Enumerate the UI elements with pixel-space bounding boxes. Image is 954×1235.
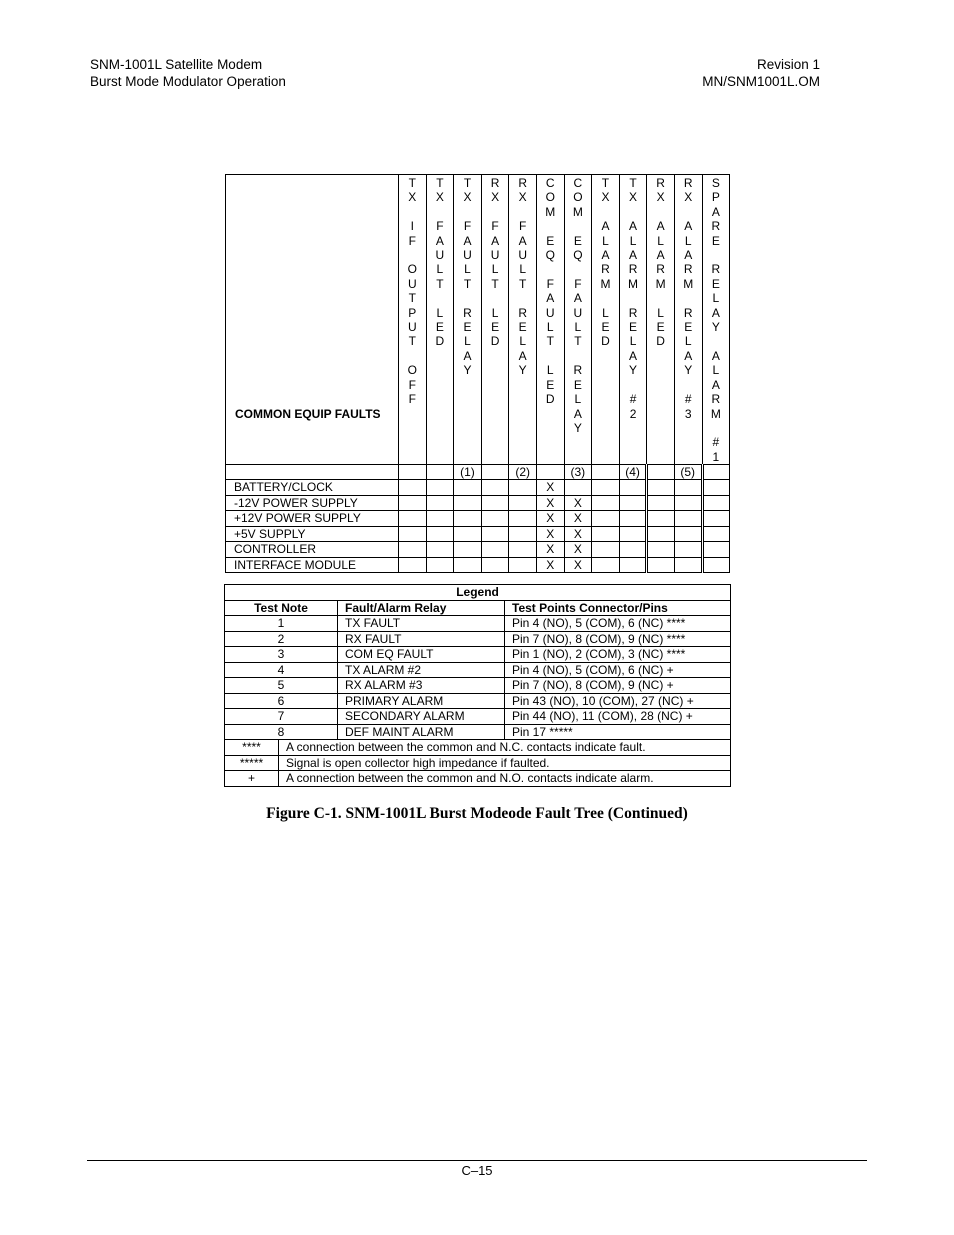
column-header — [481, 175, 509, 465]
fault-cell — [647, 495, 675, 511]
corner-label: COMMON EQUIP FAULTS — [226, 175, 399, 465]
relay-name: COM EQ FAULT — [338, 647, 505, 663]
fault-cell — [619, 557, 647, 573]
fault-cell — [481, 495, 509, 511]
fault-cell — [399, 542, 427, 558]
fault-cell — [592, 495, 620, 511]
fault-cell — [619, 542, 647, 558]
fault-cell — [564, 480, 592, 496]
fault-cell: X — [564, 542, 592, 558]
test-note-ref — [647, 465, 675, 480]
column-header-test-points: Test Points Connector/Pins — [505, 600, 731, 616]
column-header — [674, 175, 702, 465]
column-label: S P A R E R E L A Y A L A R M # 1 — [710, 176, 721, 464]
fault-source-label: BATTERY/CLOCK — [226, 480, 399, 496]
fault-cell — [702, 542, 730, 558]
section-title: Burst Mode Modulator Operation — [90, 74, 286, 89]
connector-pins: Pin 43 (NO), 10 (COM), 27 (NC) + — [505, 693, 731, 709]
document-title: SNM-1001L Satellite Modem — [90, 57, 263, 72]
fault-cell — [426, 526, 454, 542]
test-note-number: 1 — [225, 616, 338, 632]
test-note-ref — [426, 465, 454, 480]
fault-cell — [454, 480, 482, 496]
fault-cell — [702, 480, 730, 496]
test-note-ref — [592, 465, 620, 480]
test-note-ref: (2) — [509, 465, 537, 480]
fault-cell — [454, 526, 482, 542]
column-label: C O M E Q F A U L T R E L A Y — [572, 176, 583, 435]
test-note-number: 3 — [225, 647, 338, 663]
test-note-number: 8 — [225, 724, 338, 740]
manual-number: MN/SNM1001L.OM — [702, 74, 820, 89]
fault-cell — [619, 480, 647, 496]
fault-cell: X — [564, 526, 592, 542]
fault-cell — [674, 542, 702, 558]
fault-cell — [674, 557, 702, 573]
fault-cell: X — [564, 557, 592, 573]
page-header-left — [90, 56, 286, 90]
footnote-row — [225, 755, 731, 771]
column-label: T X A L A R M L E D — [600, 176, 611, 349]
connector-pins: Pin 7 (NO), 8 (COM), 9 (NC) + — [505, 678, 731, 694]
table-row — [225, 724, 731, 740]
fault-cell: X — [536, 495, 564, 511]
fault-cell: X — [564, 495, 592, 511]
table-row — [225, 662, 731, 678]
relay-name: TX ALARM #2 — [338, 662, 505, 678]
fault-cell — [426, 480, 454, 496]
column-header — [454, 175, 482, 465]
fault-source-label: +12V POWER SUPPLY — [226, 511, 399, 527]
fault-cell — [702, 557, 730, 573]
fault-source-label: CONTROLLER — [226, 542, 399, 558]
test-note-row — [226, 465, 730, 480]
fault-cell: X — [536, 480, 564, 496]
column-header — [592, 175, 620, 465]
column-header-test-note: Test Note — [225, 600, 338, 616]
column-label: T X F A U L T R E L A Y — [463, 176, 472, 378]
connector-pins: Pin 44 (NO), 11 (COM), 28 (NC) + — [505, 709, 731, 725]
test-note-number: 2 — [225, 631, 338, 647]
column-header — [426, 175, 454, 465]
test-note-number: 7 — [225, 709, 338, 725]
fault-cell — [399, 495, 427, 511]
table-row — [226, 495, 730, 511]
table-row — [226, 511, 730, 527]
column-header — [509, 175, 537, 465]
fault-cell — [647, 511, 675, 527]
fault-cell — [454, 511, 482, 527]
test-note-spacer — [226, 465, 399, 480]
relay-name: DEF MAINT ALARM — [338, 724, 505, 740]
fault-cell — [426, 542, 454, 558]
test-note-ref — [399, 465, 427, 480]
column-label: C O M E Q F A U L T L E D — [545, 176, 556, 407]
fault-cell — [481, 557, 509, 573]
relay-name: RX ALARM #3 — [338, 678, 505, 694]
column-label: R X F A U L T R E L A Y — [518, 176, 527, 378]
fault-cell — [481, 480, 509, 496]
column-label: T X I F O U T P U T O F F — [407, 176, 417, 407]
fault-source-label: INTERFACE MODULE — [226, 557, 399, 573]
fault-cell — [674, 495, 702, 511]
fault-cell — [702, 495, 730, 511]
table-row — [226, 526, 730, 542]
test-note-ref: (3) — [564, 465, 592, 480]
footnote-symbol: ***** — [225, 755, 279, 771]
fault-cell — [481, 526, 509, 542]
revision-label: Revision 1 — [756, 57, 820, 72]
fault-cell — [509, 557, 537, 573]
connector-pins: Pin 4 (NO), 5 (COM), 6 (NC) + — [505, 662, 731, 678]
column-label: T X F A U L T L E D — [435, 176, 445, 349]
footnote-text: A connection between the common and N.O. contacts indicate alarm. — [279, 771, 731, 787]
fault-header-row — [226, 175, 730, 465]
column-header — [702, 175, 730, 465]
footnote-text: Signal is open collector high impedance if faulted. — [279, 755, 731, 771]
relay-name: SECONDARY ALARM — [338, 709, 505, 725]
footnote-symbol: + — [225, 771, 279, 787]
footnote-row — [225, 740, 731, 756]
fault-cell: X — [536, 511, 564, 527]
figure-caption: Figure C-1. SNM-1001L Burst Modeode Fault Tree (Continued) — [266, 805, 688, 822]
page-header-right — [702, 56, 820, 90]
page-number: C–15 — [461, 1163, 493, 1178]
fault-cell — [454, 495, 482, 511]
fault-cell — [702, 526, 730, 542]
column-label: R X A L A R M R E L A Y # 3 — [683, 176, 694, 421]
fault-source-label: -12V POWER SUPPLY — [226, 495, 399, 511]
column-header — [536, 175, 564, 465]
fault-cell — [481, 511, 509, 527]
connector-pins: Pin 7 (NO), 8 (COM), 9 (NC) **** — [505, 631, 731, 647]
test-note-ref: (5) — [674, 465, 702, 480]
fault-cell — [399, 511, 427, 527]
legend-title-row — [225, 585, 731, 601]
fault-cell — [592, 557, 620, 573]
fault-cell — [481, 542, 509, 558]
fault-cell — [399, 526, 427, 542]
column-header — [619, 175, 647, 465]
table-row — [225, 693, 731, 709]
fault-cell — [619, 526, 647, 542]
test-note-ref: (4) — [619, 465, 647, 480]
legend-table — [224, 584, 731, 787]
connector-pins: Pin 4 (NO), 5 (COM), 6 (NC) **** — [505, 616, 731, 632]
fault-cell — [426, 511, 454, 527]
legend-header-row — [225, 600, 731, 616]
fault-cell — [674, 480, 702, 496]
fault-cell — [674, 511, 702, 527]
fault-cell — [674, 526, 702, 542]
fault-cell — [426, 557, 454, 573]
footnote-row — [225, 771, 731, 787]
fault-cell — [647, 480, 675, 496]
test-note-ref — [481, 465, 509, 480]
table-row — [226, 557, 730, 573]
test-note-ref — [702, 465, 730, 480]
column-header-fault-relay: Fault/Alarm Relay — [338, 600, 505, 616]
footer-divider — [87, 1160, 867, 1161]
fault-cell — [647, 542, 675, 558]
relay-name: PRIMARY ALARM — [338, 693, 505, 709]
fault-cell: X — [536, 557, 564, 573]
fault-cell — [399, 557, 427, 573]
fault-cell — [399, 480, 427, 496]
legend-title: Legend — [225, 585, 731, 601]
column-label: R X F A U L T L E D — [490, 176, 500, 349]
test-note-number: 4 — [225, 662, 338, 678]
table-row — [225, 647, 731, 663]
connector-pins: Pin 1 (NO), 2 (COM), 3 (NC) **** — [505, 647, 731, 663]
fault-cell — [592, 542, 620, 558]
relay-name: RX FAULT — [338, 631, 505, 647]
connector-pins: Pin 17 ***** — [505, 724, 731, 740]
footnote-text: A connection between the common and N.C. contacts indicate fault. — [279, 740, 731, 756]
fault-cell — [592, 480, 620, 496]
fault-cell — [619, 495, 647, 511]
fault-cell — [647, 526, 675, 542]
test-note-ref: (1) — [454, 465, 482, 480]
fault-source-label: +5V SUPPLY — [226, 526, 399, 542]
table-row — [226, 542, 730, 558]
test-note-number: 6 — [225, 693, 338, 709]
fault-cell — [702, 511, 730, 527]
fault-cell — [426, 495, 454, 511]
column-header — [564, 175, 592, 465]
fault-cell — [592, 526, 620, 542]
test-note-ref — [536, 465, 564, 480]
table-row — [225, 631, 731, 647]
fault-cell — [619, 511, 647, 527]
column-header — [647, 175, 675, 465]
fault-cell: X — [536, 542, 564, 558]
table-row — [226, 480, 730, 496]
fault-cell — [647, 557, 675, 573]
fault-matrix-table — [225, 174, 730, 573]
fault-cell — [509, 542, 537, 558]
column-label: T X A L A R M R E L A Y # 2 — [628, 176, 639, 421]
table-row — [225, 678, 731, 694]
fault-cell — [509, 480, 537, 496]
test-note-number: 5 — [225, 678, 338, 694]
table-row — [225, 616, 731, 632]
column-header — [399, 175, 427, 465]
relay-name: TX FAULT — [338, 616, 505, 632]
fault-cell — [509, 495, 537, 511]
column-label: R X A L A R M L E D — [655, 176, 666, 349]
fault-cell: X — [536, 526, 564, 542]
fault-cell — [509, 526, 537, 542]
table-row — [225, 709, 731, 725]
fault-cell — [454, 557, 482, 573]
fault-cell — [454, 542, 482, 558]
fault-cell — [509, 511, 537, 527]
fault-cell — [592, 511, 620, 527]
fault-cell: X — [564, 511, 592, 527]
footnote-symbol: **** — [225, 740, 279, 756]
